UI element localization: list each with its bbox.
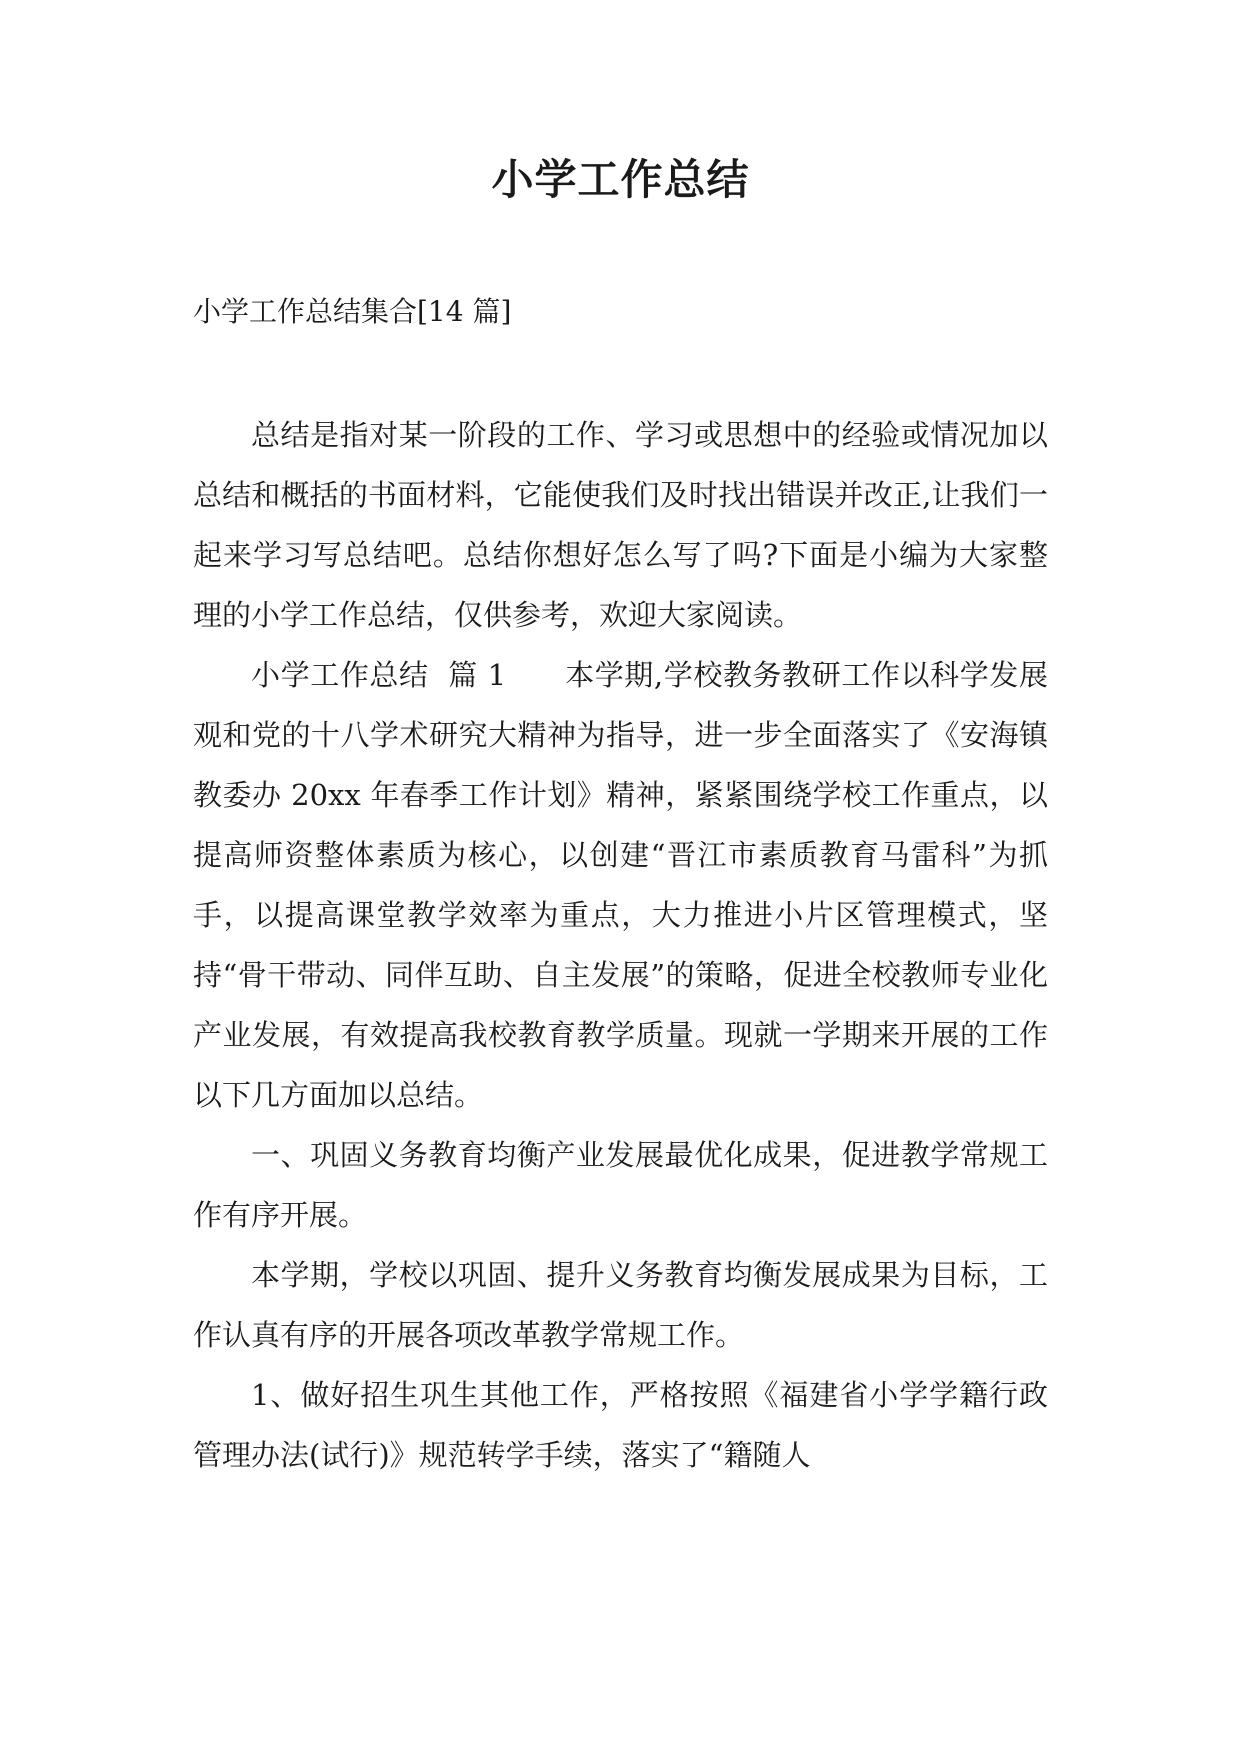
document-subtitle: 小学工作总结集合[14 篇] <box>193 295 512 328</box>
paragraph-intro: 总结是指对某一阶段的工作、学习或思想中的经验或情况加以总结和概括的书面材料，它能使我们及时找出错误并改正,让我们一起来学习写总结吧。总结你想好怎么写了吗?下面是小编为大家整理的小学工作总结，仅供参考，欢迎大家阅读。 <box>193 418 1048 632</box>
paragraph-part-1: 小学工作总结 篇 1 本学期,学校教务教研工作以科学发展观和党的十八学术研究大精神为指导，进一步全面落实了《安海镇教委办 20xx 年春季工作计划》精神，紧紧围绕学校工作重点，以提高师资整体素质为核心，以创建“晋江市素质教育马雷科”为抓手，以提高课堂教学效率为重点，大力推进小片区管理模式，坚持“骨干带动、同伴互助、自主发展”的策略，促进全校教师专业化产业发展，有效提高我校教育教学质量。现就一学期来开展的工作以下几方面加以总结。 <box>193 658 1048 1112</box>
paragraph-item-1: 1、做好招生巩生其他工作，严格按照《福建省小学学籍行政管理办法(试行)》规范转学手续，落实了“籍随人 <box>193 1378 1048 1472</box>
document-title: 小学工作总结 <box>491 155 750 204</box>
document-body <box>193 405 1048 1485</box>
paragraph-section-body-1: 本学期，学校以巩固、提升义务教育均衡发展成果为目标，工作认真有序的开展各项改革教学常规工作。 <box>193 1258 1048 1352</box>
paragraph-section-heading-1: 一、巩固义务教育均衡产业发展最优化成果，促进教学常规工作有序开展。 <box>193 1138 1048 1232</box>
